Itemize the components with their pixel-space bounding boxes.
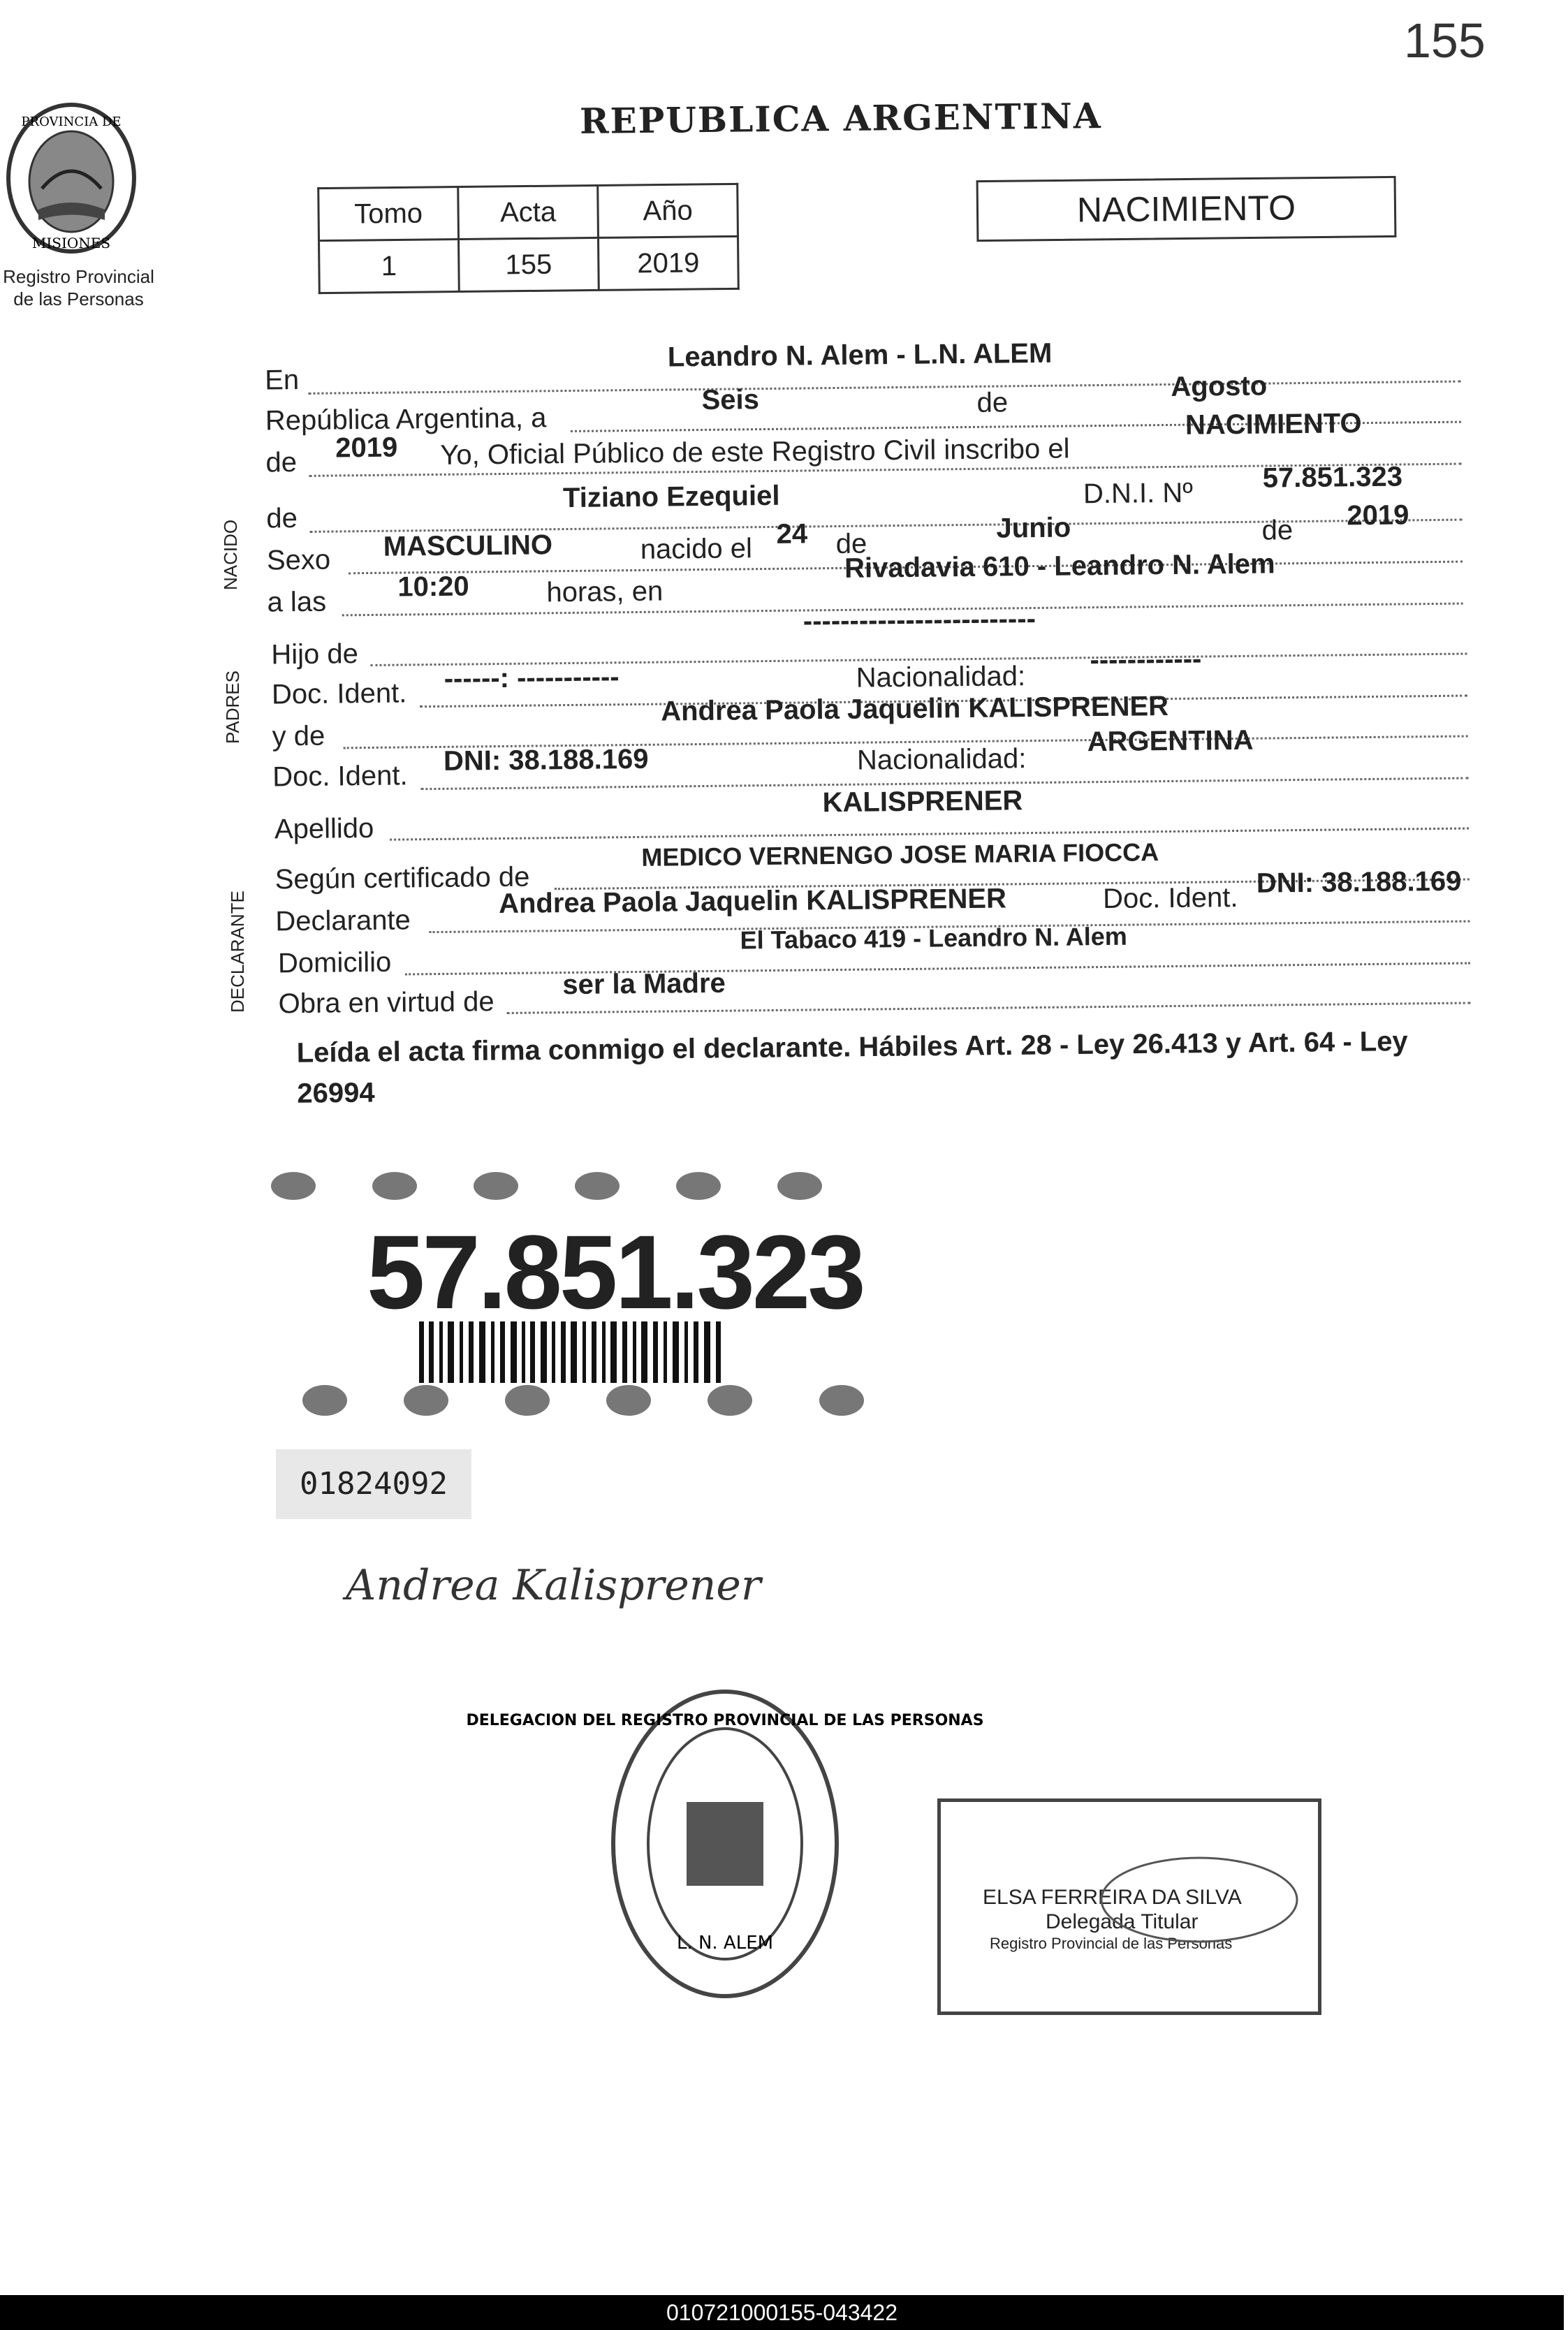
- record-type-box: NACIMIENTO: [976, 176, 1397, 242]
- nacionalidad-label-1: Nacionalidad:: [856, 661, 1026, 694]
- place-value: Rivadavia 610 - Leandro N. Alem: [844, 548, 1275, 584]
- birth-day: 24: [776, 518, 808, 550]
- closing-statement: Leída el acta firma conmigo el declarante. Hábiles Art. 28 - Ley 26.413 y Art. 64 - Ley 26994: [296, 1026, 1408, 1109]
- obra-value: ser la Madre: [562, 967, 726, 1001]
- en-value: Leandro N. Alem - L.N. ALEM: [667, 337, 1053, 373]
- registry-line1: Registro Provincial: [3, 266, 154, 287]
- oficial-text: Yo, Oficial Público de este Registro Civil inscribo el: [440, 433, 1070, 471]
- de-label-1: de: [976, 387, 1009, 418]
- domicilio-value: El Tabaco 419 - Leandro N. Alem: [740, 921, 1128, 955]
- horas-label: horas, en: [546, 576, 664, 608]
- republica-label: República Argentina, a: [265, 402, 547, 437]
- dni-label: D.N.I. Nº: [1083, 477, 1194, 510]
- side-label-declarante: DECLARANTE: [227, 891, 248, 1013]
- dni-sticker: [269, 1166, 884, 1421]
- yde-label: y de: [272, 720, 325, 752]
- mother-value: Andrea Paola Jaquelin KALISPRENER: [661, 691, 1169, 727]
- value-acta: 155: [459, 237, 599, 291]
- domicilio-label: Domicilio: [277, 946, 392, 979]
- footer-code: 010721000155-043422: [0, 2295, 1564, 2330]
- header-tomo: Tomo: [318, 187, 459, 241]
- en-label: En: [265, 365, 300, 396]
- header-ano: Año: [598, 184, 738, 237]
- round-stamp-text: DELEGACION DEL REGISTRO PROVINCIAL DE LAS PERSONAS: [466, 1712, 984, 1729]
- apellido-label: Apellido: [274, 812, 374, 845]
- nac2-value: ARGENTINA: [1087, 724, 1254, 758]
- nacionalidad-label-2: Nacionalidad:: [856, 743, 1027, 776]
- serial-label: 01824092: [276, 1449, 471, 1519]
- de-label-2: de: [265, 447, 298, 478]
- round-stamp-icon: [466, 1683, 984, 2005]
- month-value: Agosto: [1171, 370, 1268, 402]
- side-label-padres: PADRES: [222, 671, 243, 744]
- de-label-3: de: [266, 503, 298, 534]
- official-role: Delegada Titular: [1046, 1910, 1199, 1933]
- nac1-value: ------------: [1090, 643, 1202, 676]
- time-value: 10:20: [397, 571, 469, 603]
- official-org: Registro Provincial de las Personas: [990, 1935, 1233, 1952]
- birth-month: Junio: [996, 512, 1071, 544]
- name-value: Tiziano Ezequiel: [562, 480, 780, 514]
- alas-label: a las: [267, 586, 327, 618]
- signature-scribble-icon: [1094, 1830, 1304, 1970]
- seal-bottom-text: MISIONES: [31, 235, 111, 251]
- inscribo-value: NACIMIENTO: [1185, 408, 1362, 441]
- year-value: 2019: [335, 432, 398, 464]
- registry-line2: de las Personas: [13, 288, 144, 309]
- doc1-value: ------: -----------: [444, 661, 620, 694]
- sexo-label: Sexo: [266, 544, 331, 576]
- declarante-label: Declarante: [275, 904, 411, 937]
- doc-label-1: Doc. Ident.: [271, 677, 407, 710]
- seal-top-text: PROVINCIA DE: [21, 115, 122, 129]
- declarant-signature: Andrea Kalisprener: [346, 1561, 761, 1610]
- value-tomo: 1: [319, 240, 460, 293]
- dni-value: 57.851.323: [1262, 461, 1403, 494]
- apellido-value: KALISPRENER: [822, 785, 1023, 819]
- declarante-value: Andrea Paola Jaquelin KALISPRENER: [498, 883, 1007, 920]
- decl-doc-value: DNI: 38.188.169: [1256, 865, 1462, 899]
- official-name: ELSA FERREIRA DA SILVA: [983, 1886, 1242, 1909]
- obra-label: Obra en virtud de: [278, 986, 494, 1020]
- hijo-value: -------------------------: [803, 603, 1036, 637]
- nacido-label: nacido el: [640, 533, 753, 565]
- side-label-nacido: NACIDO: [220, 519, 241, 590]
- birth-year: 2019: [1347, 499, 1409, 532]
- round-stamp-bottom: L. N. ALEM: [676, 1933, 774, 1954]
- doc-label-3: Doc. Ident.: [1102, 881, 1238, 915]
- page-number: 155: [1404, 13, 1486, 68]
- certificado-label: Según certificado de: [274, 861, 530, 895]
- sticker-number: 57.851.323: [367, 1213, 863, 1331]
- header-acta: Acta: [458, 185, 599, 239]
- document-title: REPUBLICA ARGENTINA: [579, 95, 1102, 142]
- hijo-label: Hijo de: [271, 638, 359, 671]
- sexo-value: MASCULINO: [383, 529, 553, 562]
- de-label-5: de: [1261, 515, 1294, 546]
- doc-label-2: Doc. Ident.: [272, 760, 408, 793]
- de-label-4: de: [835, 528, 867, 559]
- doc2-value: DNI: 38.188.169: [443, 743, 649, 777]
- day-value: Seis: [701, 384, 760, 416]
- official-stamp: [937, 1798, 1321, 2015]
- value-ano: 2019: [598, 236, 738, 290]
- certificado-value: MEDICO VERNENGO JOSE MARIA FIOCCA: [641, 837, 1159, 872]
